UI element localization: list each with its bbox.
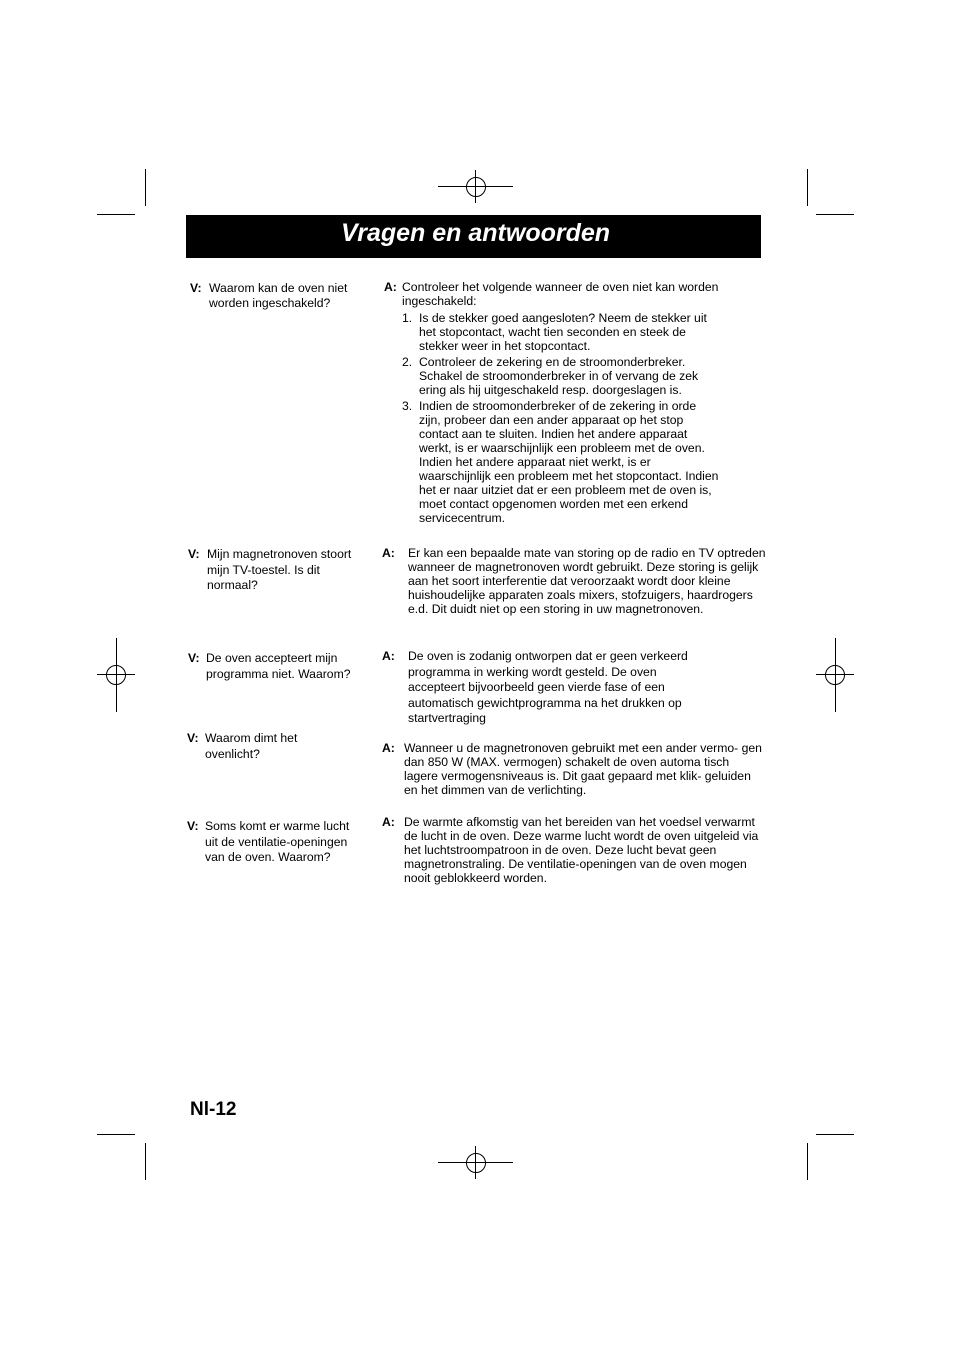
answer-text: Wanneer u de magnetronoven gebruikt met een ander vermo- gen dan 850 W (MAX. vermogen) schakelt de oven automa tisch lagere vermogensniveaus is. Dit gaat gepaard met klik- geluiden en het dimmen van de verlichting. <box>404 741 762 797</box>
step-number: 1. <box>402 311 413 325</box>
question-text: Waarom kan de oven niet worden ingeschakeld? <box>209 281 348 310</box>
registration-mark-circle <box>466 1153 486 1173</box>
question-3 <box>188 651 358 682</box>
answer-1 <box>384 280 744 525</box>
question-5 <box>187 819 367 866</box>
crop-mark <box>145 1143 146 1180</box>
answer-4 <box>382 741 762 797</box>
page-title: Vragen en antwoorden <box>341 219 611 247</box>
step-text: Controleer de zekering en de stroomonderbreker. Schakel de stroomonderbreker in of vervang de zek ering als hij uitgeschakeld resp. doorgeslagen is. <box>419 355 699 397</box>
step-text: Indien de stroomonderbreker of de zekering in orde zijn, probeer dan een ander apparaat op het stop contact aan te sluiten. Indien het andere apparaat werkt, is er waarschijnlijk een probleem met de oven. Indien het andere apparaat niet werkt, is er waarschijnlijk een probleem met het stopcontact. Indien het er naar uitziet dat er een probleem met de oven is, moet contact opgenomen worden met een erkend servicecentrum. <box>419 399 719 525</box>
answer-label: A: <box>382 815 395 829</box>
registration-mark-circle <box>106 665 126 685</box>
answer-label: A: <box>384 280 397 294</box>
step-text: Is de stekker goed aangesloten? Neem de stekker uit het stopcontact, wacht tien seconden en steek de stekker weer in het stopcontact. <box>419 311 707 353</box>
page-number: Nl-12 <box>190 1099 237 1120</box>
crop-mark <box>807 1143 808 1180</box>
crop-mark <box>816 214 854 215</box>
question-label: V: <box>188 651 200 665</box>
answer-label: A: <box>382 649 395 663</box>
question-label: V: <box>188 547 200 561</box>
answer-5 <box>382 815 762 885</box>
crop-mark <box>816 1134 854 1135</box>
question-4 <box>187 731 327 762</box>
question-label: V: <box>187 731 199 745</box>
question-label: V: <box>187 819 199 833</box>
question-1 <box>190 281 362 311</box>
question-text: Waarom dimt het ovenlicht? <box>205 731 298 761</box>
crop-mark <box>807 169 808 206</box>
question-text: De oven accepteert mijn programma niet. Waarom? <box>206 651 351 681</box>
answer-step-2 <box>402 355 719 397</box>
answer-step-3 <box>402 399 719 525</box>
question-text: Soms komt er warme lucht uit de ventilatie-openingen van de oven. Waarom? <box>205 819 350 864</box>
crop-mark <box>97 214 135 215</box>
question-2 <box>188 547 363 594</box>
question-label: V: <box>190 281 202 295</box>
answer-label: A: <box>382 741 395 755</box>
registration-mark-circle <box>825 665 845 685</box>
crop-mark <box>97 1134 135 1135</box>
answer-text: De warmte afkomstig van het bereiden van het voedsel verwarmt de lucht in de oven. Deze warme lucht wordt de oven uitgeleid via het luchtstroompatroon in de oven. Deze lucht bevat geen magnetronstraling. De ventilatie-openingen van de oven mogen nooit geblokkeerd worden. <box>404 815 759 885</box>
title-bar <box>186 215 761 258</box>
answer-step-1 <box>402 311 719 353</box>
answer-text: Controleer het volgende wanneer de oven niet kan worden ingeschakeld: <box>402 280 719 308</box>
step-number: 2. <box>402 355 413 369</box>
answer-text: De oven is zodanig ontworpen dat er geen verkeerd programma in werking wordt gesteld. De oven accepteert bijvoorbeeld geen vierde fase of een automatisch gewichtprogramma na het drukken op startvertraging <box>408 649 688 725</box>
question-text: Mijn magnetronoven stoort mijn TV-toestel. Is dit normaal? <box>207 547 352 592</box>
answer-3 <box>382 649 702 727</box>
answer-text: Er kan een bepaalde mate van storing op de radio en TV optreden wanneer de magnetronoven wordt gebruikt. Deze storing is gelijk aan het soort interferentie dat veroorzaakt wordt door kleine huishoudelijke apparaten zoals mixers, stofzuigers, haardrogers e.d. Dit duidt niet op een storing in uw magnetronoven. <box>408 546 766 616</box>
registration-mark-circle <box>466 177 486 197</box>
crop-mark <box>145 169 146 206</box>
answer-2 <box>382 546 767 616</box>
answer-label: A: <box>382 546 395 560</box>
step-number: 3. <box>402 399 413 413</box>
